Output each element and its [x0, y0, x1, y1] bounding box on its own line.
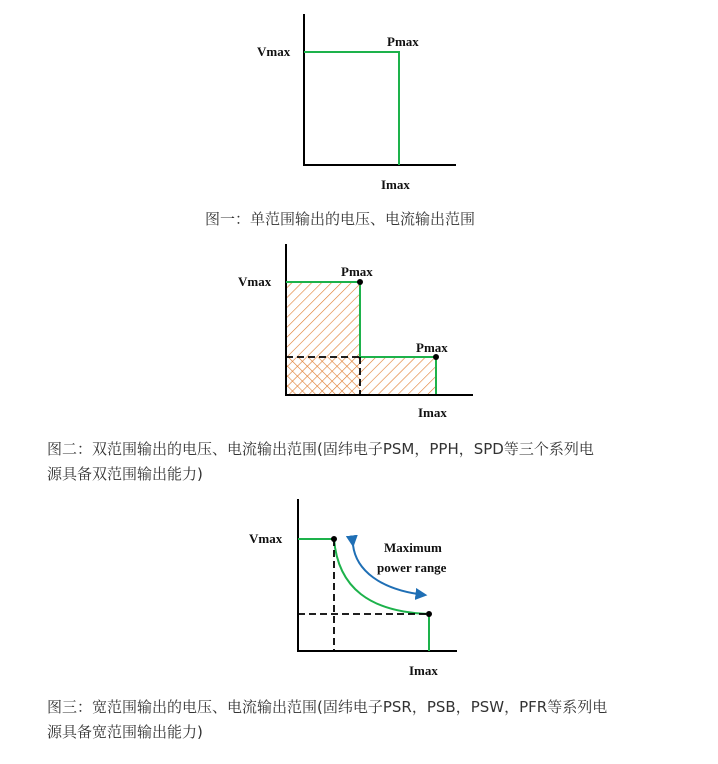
fig3-vmax-corner-point — [331, 536, 337, 542]
fig1-vmax-label: Vmax — [257, 44, 291, 59]
figure-1 — [257, 14, 456, 192]
fig2-pmax-right-label: Pmax — [416, 340, 448, 355]
fig3-annotation-line1: Maximum — [384, 540, 442, 555]
figure-3-caption-line-1: 图三：宽范围输出的电压、电流输出范围(固纬电子PSR，PSB，PSW，PFR等系列电 — [47, 698, 608, 716]
fig1-pmax-label: Pmax — [387, 34, 419, 49]
figure-1-caption: 图一：单范围输出的电压、电流输出范围 — [205, 210, 476, 228]
fig3-power-curve-envelope — [298, 539, 429, 651]
fig3-imax-label: Imax — [409, 663, 438, 678]
fig3-vmax-label: Vmax — [249, 531, 283, 546]
fig3-annotation-line2: power range — [377, 560, 447, 575]
fig2-vmax-label: Vmax — [238, 274, 272, 289]
figure-3-caption-line-2: 源具备宽范围输出能力) — [47, 723, 203, 741]
fig1-envelope — [304, 52, 399, 165]
figure-2-caption-line-2: 源具备双范围输出能力) — [47, 465, 203, 483]
figure-2 — [238, 244, 473, 420]
fig1-imax-label: Imax — [381, 177, 410, 192]
fig2-high-current-region — [360, 357, 436, 394]
fig2-overlap-region — [286, 357, 360, 394]
figure-3 — [249, 499, 457, 678]
figure-2-caption-line-1: 图二：双范围输出的电压、电流输出范围(固纬电子PSM，PPH，SPD等三个系列电 — [47, 440, 594, 458]
fig2-pmax-top-label: Pmax — [341, 264, 373, 279]
fig2-imax-label: Imax — [418, 405, 447, 420]
fig3-imax-corner-point — [426, 611, 432, 617]
fig2-pmax-top-point — [357, 279, 363, 285]
